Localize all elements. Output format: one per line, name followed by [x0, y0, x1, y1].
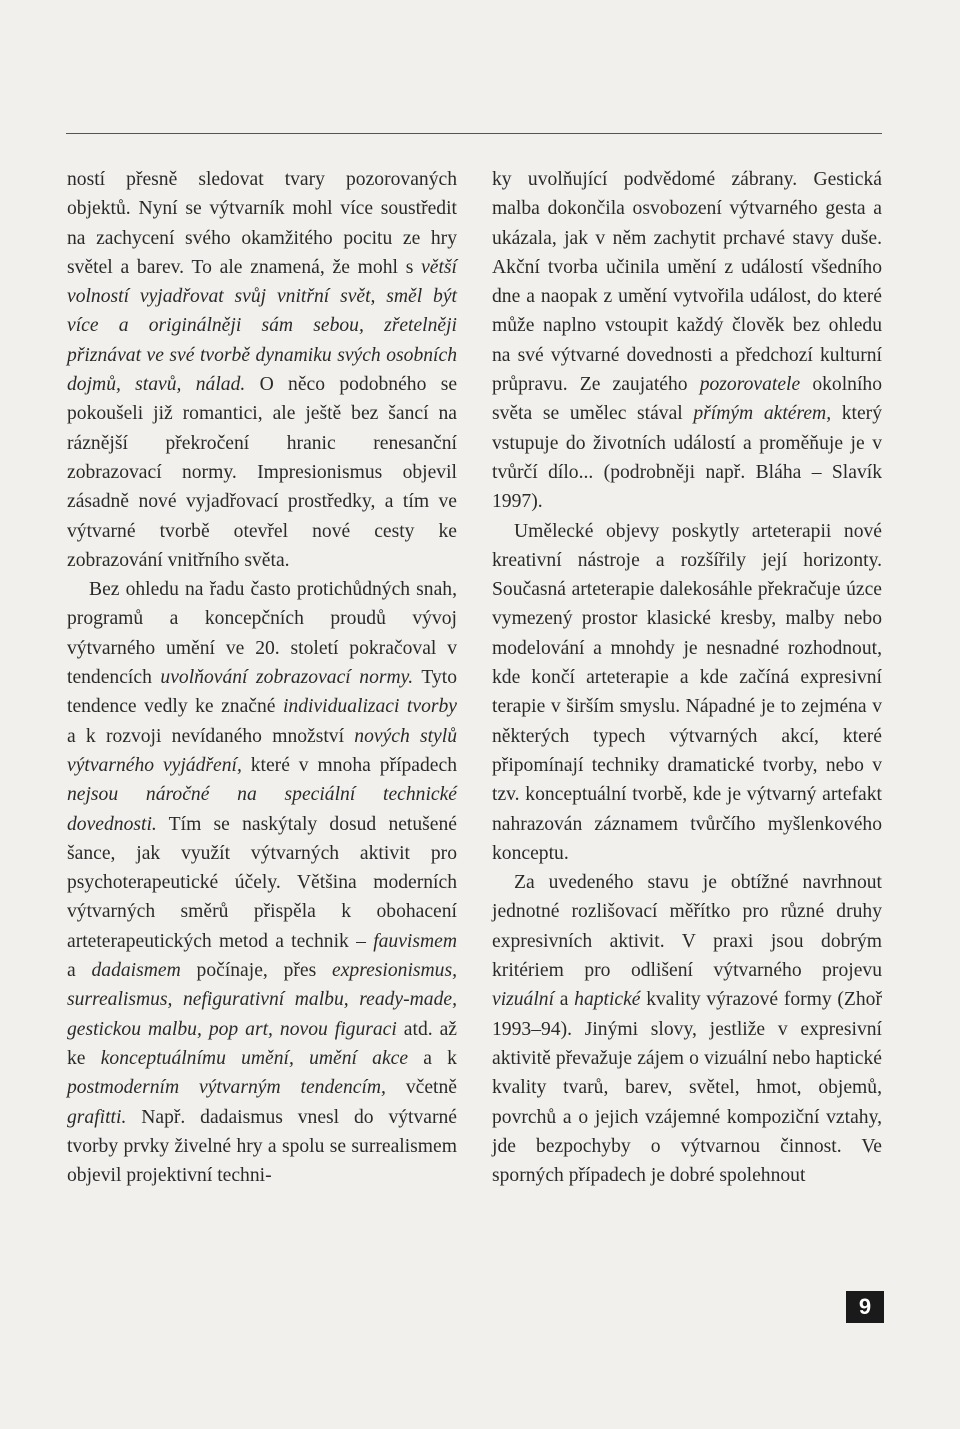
italic-run: přímým aktérem, [693, 403, 832, 425]
italic-run: nejsou náročné na speciální technické dovednosti. [67, 784, 457, 835]
text-run: ky uvolňující podvědomé zábrany. Gestická malba dokončila osvobození výtvarného gesta a ukázala, jak v něm zachytit prchavé stavy duše. Akční tvorba učinila umění z událostí všedního dne a naopak z umění vytvořila událost, do které může naplno vstoupit každý člověk bez ohledu na své výtvarné dovednosti a předchozí kulturní průpravu. Ze zaujatého [492, 169, 882, 396]
italic-run: individualizaci tvorby [282, 696, 457, 718]
text-run: atd. až ke [67, 1018, 458, 1069]
text-run: počínaje, přes [180, 960, 332, 982]
text-run: Za uvedeného stavu je obtížné navrhnout jednotné rozlišovací měřítko pro různé druhy expresivních aktivit. V praxi jsou dobrým kritériem pro odlišení výtvarného projevu [492, 872, 882, 982]
text-run: a [554, 989, 575, 1011]
text-run: a [67, 960, 92, 982]
left-paragraph-1 [67, 165, 457, 575]
italic-run: vizuální [492, 989, 555, 1011]
italic-run: postmoderním výtvarným tendencím, [67, 1077, 386, 1099]
italic-run: haptické [574, 989, 641, 1011]
italic-run: pozorovatele [699, 374, 801, 396]
right-paragraph-2: Umělecké objevy poskytly arteterapii nové kreativní nástroje a rozšířily její horizonty. Současná arteterapie dalekosáhle překračuje úzce vymezený prostor klasické kresby, malby nebo modelování a mnohdy je nesnadné rozhodnout, kde končí arteterapie a kde začíná expresivní terapie v širším smyslu. Nápadné je to zejména v některých typech výtvarných akcí, které připomínají techniky dramatické tvorby, nebo v tzv. konceptuální tvorbě, kde je výtvarný artefakt nahrazován záznamem tvůrčího myšlenkového konceptu. [492, 520, 882, 864]
text-run: ností přesně sledovat tvary pozorovaných objektů. Nyní se výtvarník mohl více soustředit na zachycení svého okamžitého pocitu ze hry světel a barev. To ale znamená, že mohl s [67, 169, 457, 278]
text-run: který vstupuje do životních událostí a proměňuje je v tvůrčí dílo... (podrobněji např. Bláha – Slavík 1997). [492, 403, 882, 513]
italic-run: fauvismem [373, 930, 457, 952]
italic-run: konceptuálnímu umění, umění akce [100, 1047, 409, 1069]
text-run: Bez ohledu na řadu často protichůdných snah, programů a koncepčních proudů vývoj výtvarného umění ve 20. století pokračoval v tendencích [67, 579, 457, 689]
left-column [67, 165, 457, 1190]
italic-run: větší volností vyjadřovat svůj vnitřní svět, směl být více a originálněji sám sebou, zřetelněji přiznávat ve své tvorbě dynamiku svých osobních dojmů, stavů, nálad. [67, 256, 457, 396]
text-run: Např. dadaismus vnesl do výtvarné tvorby prvky živelné hry a spolu se surrealismem objevil projektivní techni- [67, 1106, 457, 1187]
text-run: Tím se naskýtaly dosud netušené šance, jak využít výtvarných aktivit pro psychoterapeutické účely. Většina moderních výtvarných směrů přispěla k obohacení arteterapeutických metod a technik – [67, 813, 457, 952]
left-paragraph-2 [67, 575, 457, 1190]
italic-run: nových stylů výtvarného vyjádření, [67, 725, 457, 776]
right-column [492, 165, 882, 1190]
italic-run: uvolňování zobrazovací normy. [160, 667, 414, 689]
text-run: okolního světa se umělec stával [492, 374, 882, 425]
right-paragraph-1 [492, 165, 882, 517]
text-run: kvality výrazové formy (Zhoř 1993–94). Jinými slovy, jestliže v expresivní aktivitě převažuje zájem o vizuální nebo haptické kvality tvarů, barev, světel, hmot, objemů, povrchů a o jejich vzájemné kompoziční vztahy, jde bezpochyby o výtvarnou činnost. Ve sporných případech je dobré spolehnout [492, 989, 883, 1187]
italic-run: expresionismus, surrealismus, nefigurativní malbu, ready-made, gestickou malbu, pop art, novou figuraci [67, 960, 457, 1040]
header-rule [66, 133, 882, 134]
italic-run: dadaismem [91, 960, 181, 982]
text-run: a k [408, 1047, 457, 1069]
text-run: včetně [385, 1077, 457, 1099]
text-run: a k rozvoji nevídaného množství [67, 725, 355, 747]
text-run: O něco podobného se pokoušeli již romantici, ale ještě bez šancí na ráznější překročení hranic renesanční zobrazovací normy. Impresionismus objevil zásadně nové vyjadřovací prostředky, a tím ve výtvarné tvorbě otevřel nové cesty ke zobrazování vnitřního světa. [67, 374, 458, 571]
text-run: Tyto tendence vedly ke značné [67, 667, 458, 718]
text-run: které v mnoha případech [241, 754, 457, 776]
italic-run: grafitti. [67, 1106, 127, 1128]
page-number: 9 [846, 1291, 884, 1323]
right-paragraph-3 [492, 868, 882, 1190]
